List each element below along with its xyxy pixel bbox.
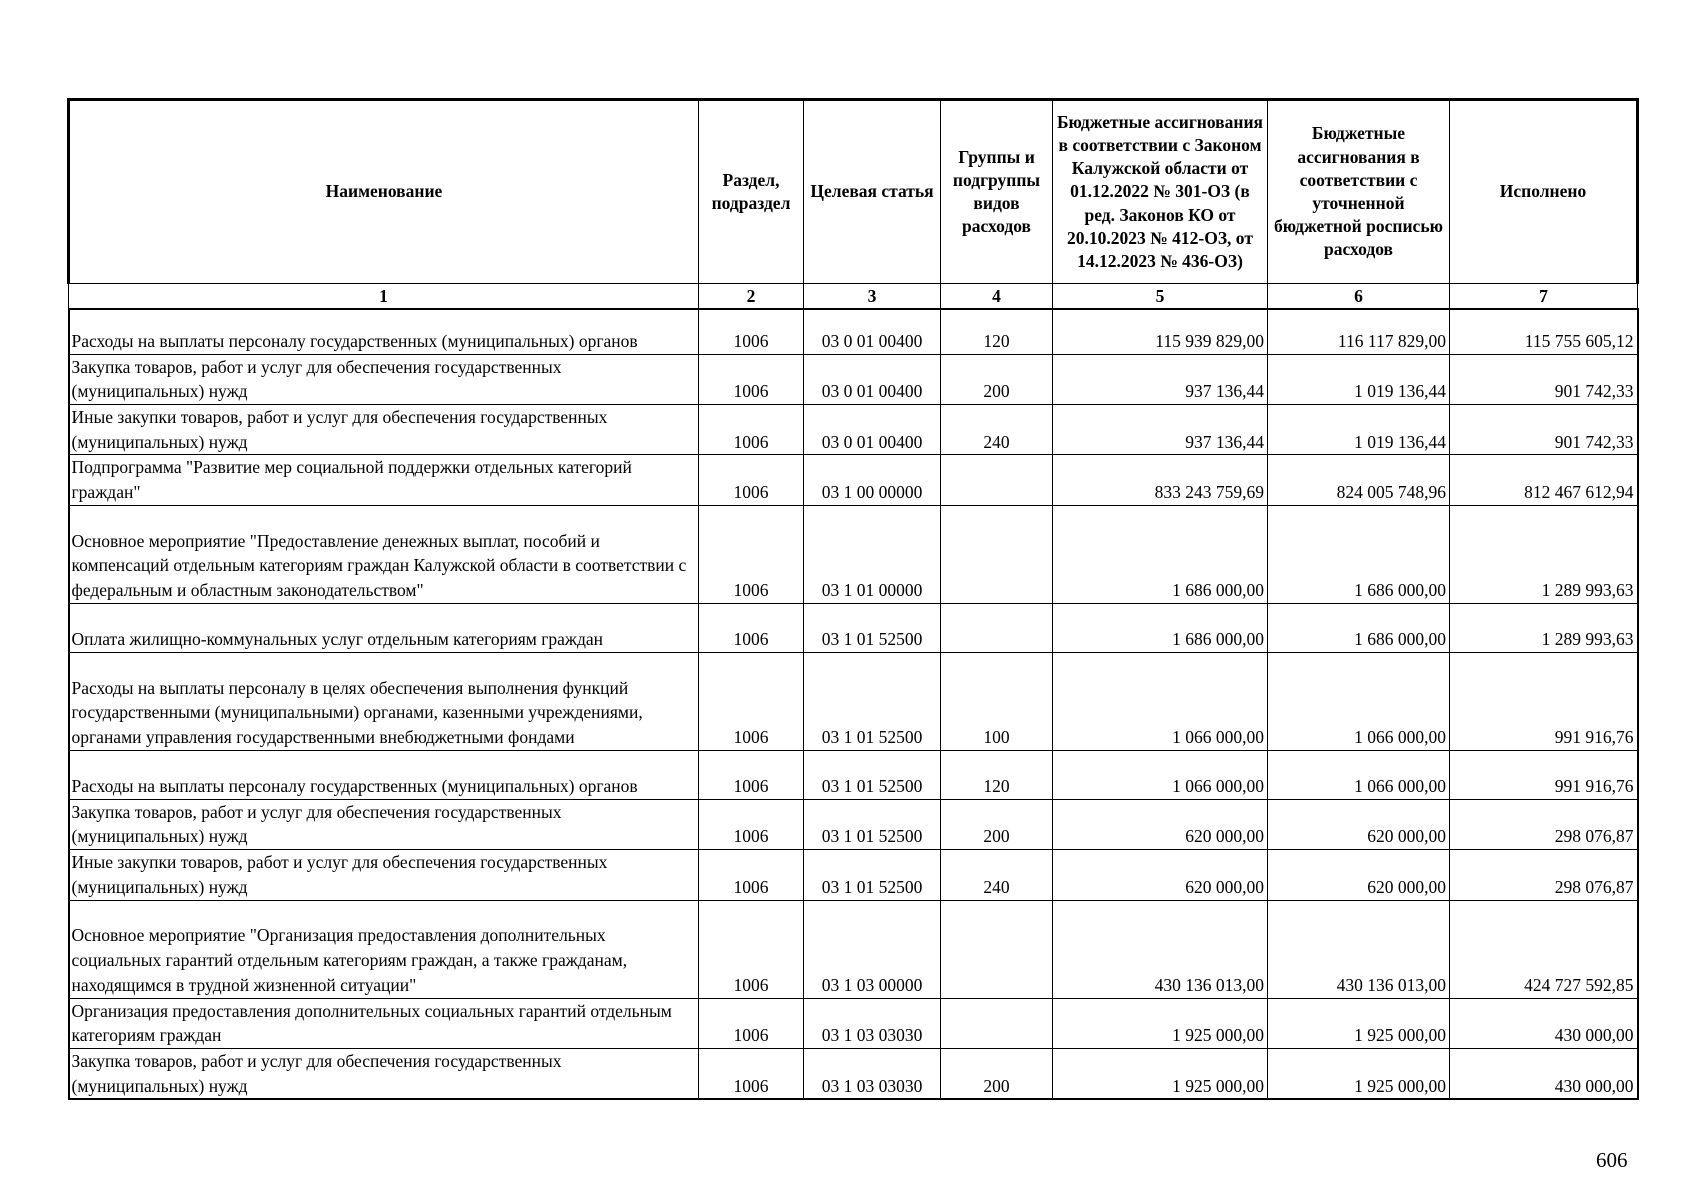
row-executed-amount: 298 076,87: [1450, 799, 1638, 849]
header-name: Наименование: [69, 100, 699, 284]
row-group: 240: [941, 850, 1053, 900]
row-group: 200: [941, 799, 1053, 849]
row-target: 03 1 01 52500: [804, 652, 941, 750]
row-name: Закупка товаров, работ и услуг для обеспечения государственных (муниципальных) нужд: [69, 354, 699, 404]
row-refined-amount: 1 925 000,00: [1268, 1048, 1450, 1099]
row-target: 03 1 03 03030: [804, 1048, 941, 1099]
row-target: 03 1 00 00000: [804, 455, 941, 505]
row-executed-amount: 901 742,33: [1450, 404, 1638, 454]
row-name: Организация предоставления дополнительных социальных гарантий отдельным категориям граждан: [69, 998, 699, 1048]
row-section: 1006: [699, 1048, 804, 1099]
header-executed: Исполнено: [1450, 100, 1638, 284]
table-row: [69, 603, 1638, 652]
row-name: Закупка товаров, работ и услуг для обеспечения государственных (муниципальных) нужд: [69, 1048, 699, 1099]
row-name: Основное мероприятие "Организация предоставления дополнительных социальных гарантий отдельным категориям граждан, а также гражданам, находящимся в трудной жизненной ситуации": [69, 900, 699, 998]
row-executed-amount: 1 289 993,63: [1450, 505, 1638, 603]
table-row: [69, 309, 1638, 354]
header-row: [69, 100, 1638, 284]
row-law-amount: 620 000,00: [1053, 799, 1268, 849]
row-group: [941, 900, 1053, 998]
row-group: 240: [941, 404, 1053, 454]
row-law-amount: 937 136,44: [1053, 354, 1268, 404]
row-executed-amount: 298 076,87: [1450, 850, 1638, 900]
table-row: [69, 404, 1638, 454]
row-section: 1006: [699, 603, 804, 652]
row-law-amount: 1 925 000,00: [1053, 1048, 1268, 1099]
row-law-amount: 1 066 000,00: [1053, 652, 1268, 750]
row-name: Закупка товаров, работ и услуг для обеспечения государственных (муниципальных) нужд: [69, 799, 699, 849]
row-section: 1006: [699, 354, 804, 404]
row-target: 03 1 03 03030: [804, 998, 941, 1048]
row-law-amount: 115 939 829,00: [1053, 309, 1268, 354]
row-section: 1006: [699, 900, 804, 998]
row-group: [941, 603, 1053, 652]
row-name: Расходы на выплаты персоналу государственных (муниципальных) органов: [69, 750, 699, 799]
row-refined-amount: 1 019 136,44: [1268, 354, 1450, 404]
row-refined-amount: 1 066 000,00: [1268, 750, 1450, 799]
row-target: 03 1 01 52500: [804, 850, 941, 900]
row-executed-amount: 430 000,00: [1450, 998, 1638, 1048]
row-target: 03 1 03 00000: [804, 900, 941, 998]
row-section: 1006: [699, 455, 804, 505]
row-name: Оплата жилищно-коммунальных услуг отдельным категориям граждан: [69, 603, 699, 652]
column-number: 3: [804, 284, 941, 310]
table-row: [69, 850, 1638, 900]
row-target: 03 1 01 52500: [804, 750, 941, 799]
row-executed-amount: 991 916,76: [1450, 652, 1638, 750]
row-target: 03 1 01 00000: [804, 505, 941, 603]
header-expense-group: Группы и подгруппы видов расходов: [941, 100, 1053, 284]
row-name: Иные закупки товаров, работ и услуг для обеспечения государственных (муниципальных) нужд: [69, 850, 699, 900]
row-law-amount: 937 136,44: [1053, 404, 1268, 454]
row-target: 03 1 01 52500: [804, 603, 941, 652]
row-target: 03 0 01 00400: [804, 309, 941, 354]
row-law-amount: 620 000,00: [1053, 850, 1268, 900]
row-executed-amount: 424 727 592,85: [1450, 900, 1638, 998]
row-section: 1006: [699, 652, 804, 750]
column-number: 6: [1268, 284, 1450, 310]
row-law-amount: 1 686 000,00: [1053, 603, 1268, 652]
table-row: [69, 799, 1638, 849]
table-row: [69, 998, 1638, 1048]
table-row: [69, 354, 1638, 404]
row-refined-amount: 1 925 000,00: [1268, 998, 1450, 1048]
row-executed-amount: 812 467 612,94: [1450, 455, 1638, 505]
row-law-amount: 1 925 000,00: [1053, 998, 1268, 1048]
row-section: 1006: [699, 998, 804, 1048]
row-refined-amount: 116 117 829,00: [1268, 309, 1450, 354]
row-executed-amount: 901 742,33: [1450, 354, 1638, 404]
header-refined-allocations: Бюджетные ассигнования в соответствии с уточненной бюджетной росписью расходов: [1268, 100, 1450, 284]
budget-table: [67, 98, 1639, 1100]
row-target: 03 0 01 00400: [804, 404, 941, 454]
row-executed-amount: 991 916,76: [1450, 750, 1638, 799]
row-name: Подпрограмма "Развитие мер социальной поддержки отдельных категорий граждан": [69, 455, 699, 505]
row-refined-amount: 1 686 000,00: [1268, 603, 1450, 652]
row-law-amount: 1 686 000,00: [1053, 505, 1268, 603]
row-group: [941, 998, 1053, 1048]
row-name: Расходы на выплаты персоналу государственных (муниципальных) органов: [69, 309, 699, 354]
row-law-amount: 430 136 013,00: [1053, 900, 1268, 998]
row-section: 1006: [699, 404, 804, 454]
row-target: 03 0 01 00400: [804, 354, 941, 404]
row-group: [941, 505, 1053, 603]
row-target: 03 1 01 52500: [804, 799, 941, 849]
row-law-amount: 1 066 000,00: [1053, 750, 1268, 799]
column-number: 1: [69, 284, 699, 310]
row-refined-amount: 430 136 013,00: [1268, 900, 1450, 998]
table-row: [69, 652, 1638, 750]
row-refined-amount: 824 005 748,96: [1268, 455, 1450, 505]
row-section: 1006: [699, 505, 804, 603]
table-row: [69, 900, 1638, 998]
row-name: Иные закупки товаров, работ и услуг для обеспечения государственных (муниципальных) нужд: [69, 404, 699, 454]
row-group: [941, 455, 1053, 505]
row-section: 1006: [699, 850, 804, 900]
header-target-article: Целевая статья: [804, 100, 941, 284]
row-refined-amount: 620 000,00: [1268, 850, 1450, 900]
row-group: 120: [941, 750, 1053, 799]
table-row: [69, 750, 1638, 799]
row-group: 200: [941, 1048, 1053, 1099]
row-executed-amount: 1 289 993,63: [1450, 603, 1638, 652]
row-refined-amount: 620 000,00: [1268, 799, 1450, 849]
row-group: 100: [941, 652, 1053, 750]
column-number: 2: [699, 284, 804, 310]
row-refined-amount: 1 066 000,00: [1268, 652, 1450, 750]
row-refined-amount: 1 686 000,00: [1268, 505, 1450, 603]
row-group: 120: [941, 309, 1053, 354]
row-name: Расходы на выплаты персоналу в целях обеспечения выполнения функций государственными (муниципальными) органами, казенными учреждениями, органами управления государственными внебюджетными фондами: [69, 652, 699, 750]
column-number: 4: [941, 284, 1053, 310]
row-law-amount: 833 243 759,69: [1053, 455, 1268, 505]
column-number: 7: [1450, 284, 1638, 310]
table-row: [69, 455, 1638, 505]
row-refined-amount: 1 019 136,44: [1268, 404, 1450, 454]
row-executed-amount: 115 755 605,12: [1450, 309, 1638, 354]
page-number: 606: [1596, 1148, 1628, 1172]
row-executed-amount: 430 000,00: [1450, 1048, 1638, 1099]
column-number-row: [69, 284, 1638, 310]
header-law-allocations: Бюджетные ассигнования в соответствии с Законом Калужской области от 01.12.2022 № 301-ОЗ (в ред. Законов КО от 20.10.2023 № 412-ОЗ, от 14.12.2023 № 436-ОЗ): [1053, 100, 1268, 284]
table-row: [69, 1048, 1638, 1099]
header-section: Раздел, подраздел: [699, 100, 804, 284]
row-section: 1006: [699, 799, 804, 849]
row-section: 1006: [699, 309, 804, 354]
row-group: 200: [941, 354, 1053, 404]
column-number: 5: [1053, 284, 1268, 310]
row-section: 1006: [699, 750, 804, 799]
row-name: Основное мероприятие "Предоставление денежных выплат, пособий и компенсаций отдельным категориям граждан Калужской области в соответствии с федеральным и областным законодательством": [69, 505, 699, 603]
table-row: [69, 505, 1638, 603]
